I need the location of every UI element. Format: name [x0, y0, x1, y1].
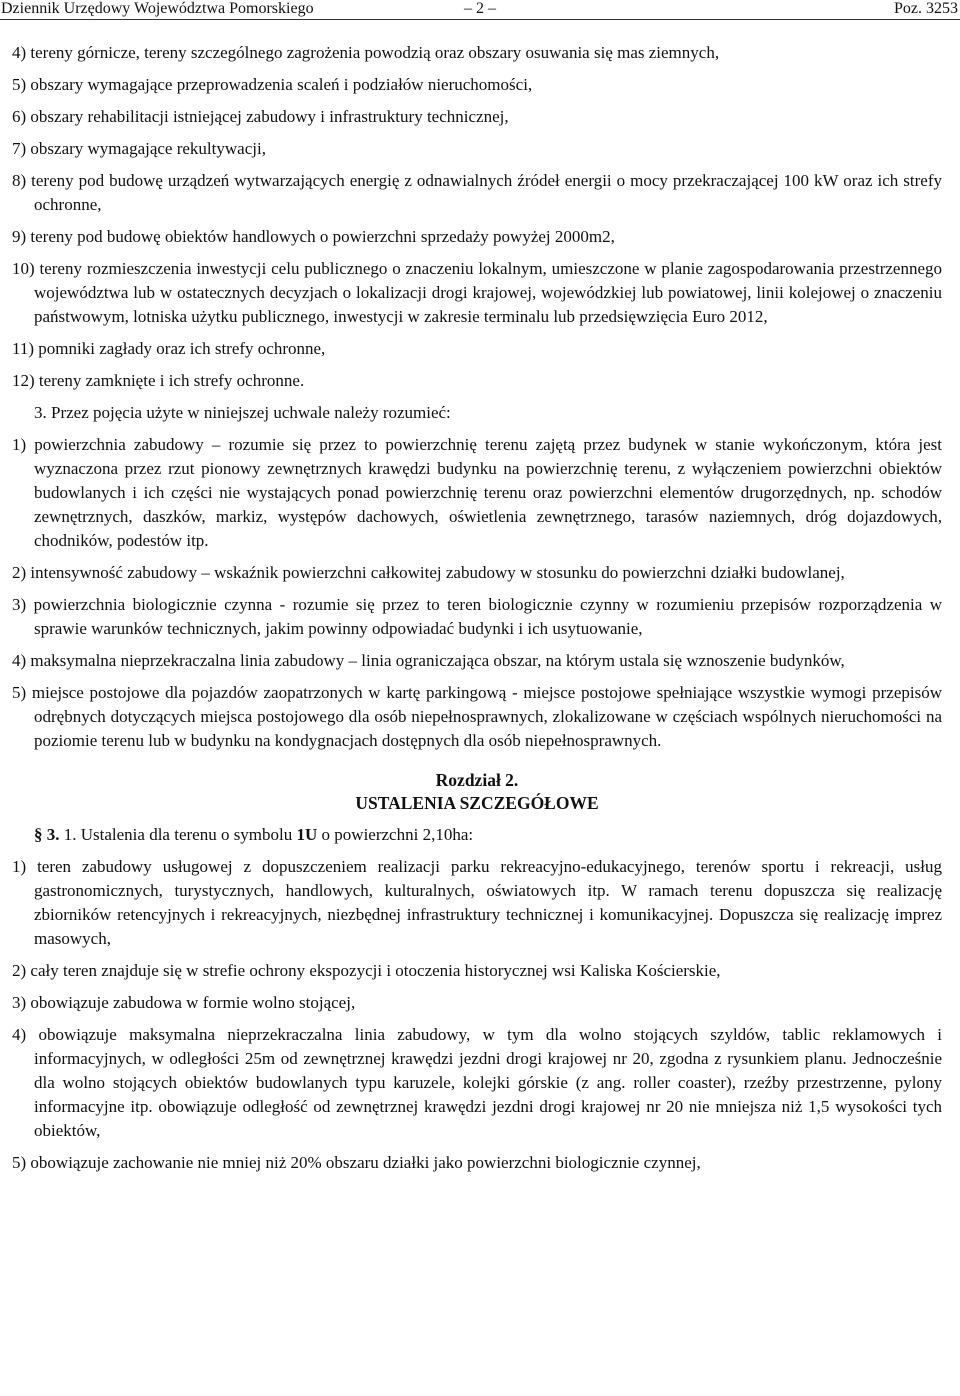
list-item: 8) tereny pod budowę urządzeń wytwarzających energię z odnawialnych źródeł energii o mocy przekraczającej 100 kW oraz ich strefy ochronne,: [12, 171, 942, 214]
list-item: 4) obowiązuje maksymalna nieprzekraczalna linia zabudowy, w tym dla wolno stojących szyldów, tablic reklamowych i informacyjnych, w odległości 25m od zewnętrznej krawędzi jezdni drogi krajowej nr 20, zgodna z rysunkiem planu. Jednocześnie dla wolno stojących obiektów budowlanych typu karuzele, kolejki górskie (z ang. roller coaster), rzeźby przestrzenne, pylony informacyjne itp. obowiązuje odległość od zewnętrznej krawędzi jezdni drogi krajowej nr 20 nie mniejsza niż 1,5 wysokości tych obiektów,: [12, 1025, 942, 1140]
list-item: 2) intensywność zabudowy – wskaźnik powierzchni całkowitej zabudowy w stosunku do powierzchni działki budowlanej,: [12, 563, 845, 582]
list-item: 9) tereny pod budowę obiektów handlowych o powierzchni sprzedaży powyżej 2000m2,: [12, 227, 615, 246]
document-body: [12, 41, 942, 1183]
list-item: 3) obowiązuje zabudowa w formie wolno stojącej,: [12, 993, 356, 1012]
list-item: 4) tereny górnicze, tereny szczególnego zagrożenia powodzią oraz obszary osuwania się mas ziemnych,: [12, 43, 720, 62]
list-item: 6) obszary rehabilitacji istniejącej zabudowy i infrastruktury technicznej,: [12, 107, 509, 126]
page-number: – 2 –: [464, 0, 496, 17]
chapter-subtitle: USTALENIA SZCZEGÓŁOWE: [355, 793, 599, 813]
list-item: 1) powierzchnia zabudowy – rozumie się przez to powierzchnię terenu zajętą przez budynek w stanie wykończonym, która jest wyznaczona przez rzut pionowy zewnętrznych krawędzi budynku na powierzchnię terenu, z wyłączeniem powierzchni obiektów budowlanych i ich części nie wystających ponad powierzchnię terenu oraz powierzchni elementów drugorzędnych, np. schodów zewnętrznych, daszków, markiz, występów dachowych, oświetlenia zewnętrznego, tarasów naziemnych, dróg dojazdowych, chodników, podestów itp.: [12, 435, 942, 550]
area-list: [12, 41, 942, 393]
list-item: 5) miejsce postojowe dla pojazdów zaopatrzonych w kartę parkingową - miejsce postojowe spełniające wszystkie wymogi przepisów odrębnych dotyczących miejsca postojowego dla osób niepełnosprawnych, zlokalizowane w częściach wspólnych nieruchomości na poziomie terenu lub w budynku na kondygnacjach dostępnych dla osób niepełnosprawnych.: [12, 683, 942, 750]
list-item: 5) obowiązuje zachowanie nie mniej niż 20% obszaru działki jako powierzchni biologicznie czynnej,: [12, 1153, 701, 1172]
section-heading: [12, 823, 942, 847]
definitions-list: [12, 433, 942, 753]
list-item: 10) tereny rozmieszczenia inwestycji celu publicznego o znaczeniu lokalnym, umieszczone w planie zagospodarowania przestrzennego województwa lub w ostatecznych decyzjach o lokalizacji drogi krajowej, wojewódzkiej lub powiatowej, linii kolejowej o znaczeniu państwowym, lotniska użytku publicznego, inwestycji w zakresie terminalu lub przedsięwzięcia Euro 2012,: [12, 259, 942, 326]
section-text-post: o powierzchni 2,10ha:: [317, 825, 474, 844]
list-item: 2) cały teren znajduje się w strefie ochrony ekspozycji i otoczenia historycznej wsi Kaliska Kościerskie,: [12, 961, 721, 980]
page-header: [0, 0, 960, 20]
list-item: 11) pomniki zagłady oraz ich strefy ochronne,: [12, 339, 326, 358]
chapter-title: Rozdział 2.: [435, 770, 519, 790]
section-sign: § 3.: [34, 825, 60, 844]
header-divider: [0, 19, 960, 20]
journal-title: Dziennik Urzędowy Województwa Pomorskiego: [1, 0, 314, 17]
paragraph-number: 3.: [34, 403, 47, 422]
list-item: 5) obszary wymagające przeprowadzenia scaleń i podziałów nieruchomości,: [12, 75, 533, 94]
list-item: 7) obszary wymagające rekultywacji,: [12, 139, 266, 158]
paragraph-3: [12, 401, 942, 425]
area-symbol: 1U: [296, 825, 318, 844]
list-item: 12) tereny zamknięte i ich strefy ochronne.: [12, 371, 305, 390]
list-item: 1) teren zabudowy usługowej z dopuszczeniem realizacji parku rekreacyjno-edukacyjnego, terenów sportu i rekreacji, usług gastronomicznych, turystycznych, handlowych, kulturalnych, oświatowych itp. W ramach terenu dopuszcza się realizację zbiorników retencyjnych i rekreacyjnych, niezbędnej infrastruktury technicznej i komunikacyjnej. Dopuszcza się realizację imprez masowych,: [12, 857, 942, 948]
list-item: 3) powierzchnia biologicznie czynna - rozumie się przez to teren biologicznie czynny w rozumieniu przepisów rozporządzenia w sprawie warunków technicznych, jakim powinny odpowiadać budynki i ich usytuowanie,: [12, 595, 942, 638]
list-item: 4) maksymalna nieprzekraczalna linia zabudowy – linia ograniczająca obszar, na którym ustala się wznoszenie budynków,: [12, 651, 845, 670]
paragraph-text: Przez pojęcia użyte w niniejszej uchwale należy rozumieć:: [46, 403, 451, 422]
section-text-pre: 1. Ustalenia dla terenu o symbolu: [59, 825, 297, 844]
provisions-list: [12, 855, 942, 1175]
position-number: Poz. 3253: [894, 0, 958, 17]
